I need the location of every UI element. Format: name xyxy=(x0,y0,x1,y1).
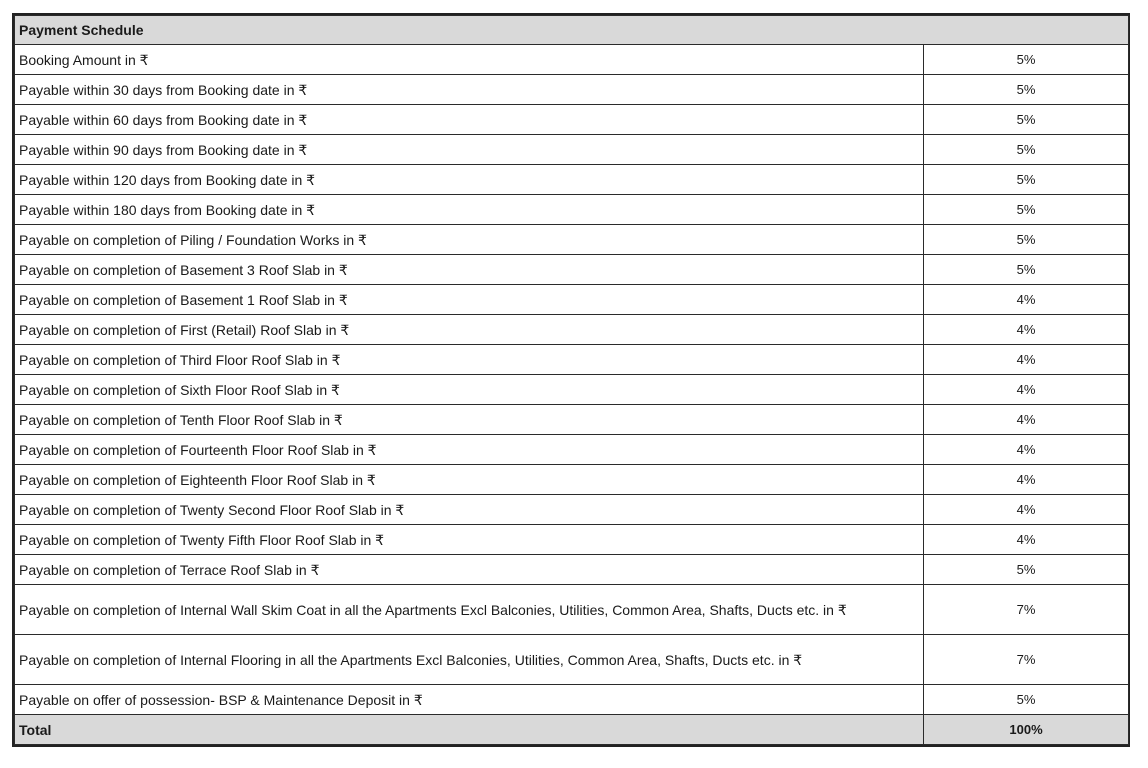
table-row xyxy=(15,525,1129,555)
table-row xyxy=(15,555,1129,585)
row-label: Payable on completion of Basement 3 Roof Slab in ₹ xyxy=(15,255,924,285)
total-label: Total xyxy=(15,715,924,745)
row-percentage: 7% xyxy=(924,635,1129,685)
row-percentage: 5% xyxy=(924,45,1129,75)
row-percentage: 5% xyxy=(924,555,1129,585)
table-header-row xyxy=(15,16,1129,45)
row-percentage: 4% xyxy=(924,495,1129,525)
row-label: Payable within 30 days from Booking date in ₹ xyxy=(15,75,924,105)
table-row xyxy=(15,405,1129,435)
table-row xyxy=(15,685,1129,715)
table-title: Payment Schedule xyxy=(15,16,1129,45)
payment-schedule-table xyxy=(12,13,1130,747)
row-percentage: 4% xyxy=(924,435,1129,465)
row-label: Payable within 120 days from Booking date in ₹ xyxy=(15,165,924,195)
table-row xyxy=(15,585,1129,635)
table-row xyxy=(15,105,1129,135)
row-label: Payable on completion of Fourteenth Floor Roof Slab in ₹ xyxy=(15,435,924,465)
table-row xyxy=(15,225,1129,255)
row-percentage: 5% xyxy=(924,165,1129,195)
row-percentage: 4% xyxy=(924,405,1129,435)
row-percentage: 5% xyxy=(924,105,1129,135)
row-label: Payable on completion of First (Retail) Roof Slab in ₹ xyxy=(15,315,924,345)
row-label: Payable on completion of Twenty Fifth Floor Roof Slab in ₹ xyxy=(15,525,924,555)
row-percentage: 4% xyxy=(924,285,1129,315)
row-label: Payable within 180 days from Booking date in ₹ xyxy=(15,195,924,225)
row-label: Payable on completion of Piling / Foundation Works in ₹ xyxy=(15,225,924,255)
row-label: Payable on completion of Eighteenth Floor Roof Slab in ₹ xyxy=(15,465,924,495)
table-row xyxy=(15,465,1129,495)
table-row xyxy=(15,195,1129,225)
schedule-grid xyxy=(14,15,1129,745)
row-label: Payable on completion of Twenty Second Floor Roof Slab in ₹ xyxy=(15,495,924,525)
row-percentage: 5% xyxy=(924,135,1129,165)
table-row xyxy=(15,255,1129,285)
row-percentage: 5% xyxy=(924,225,1129,255)
row-percentage: 5% xyxy=(924,685,1129,715)
table-row xyxy=(15,345,1129,375)
table-row xyxy=(15,285,1129,315)
table-row xyxy=(15,165,1129,195)
row-label: Payable on completion of Internal Wall Skim Coat in all the Apartments Excl Balconies, Utilities, Common Area, Shafts, Ducts etc. in ₹ xyxy=(15,585,924,635)
row-percentage: 4% xyxy=(924,465,1129,495)
row-percentage: 4% xyxy=(924,375,1129,405)
table-row xyxy=(15,435,1129,465)
row-percentage: 5% xyxy=(924,75,1129,105)
table-row xyxy=(15,495,1129,525)
table-row xyxy=(15,315,1129,345)
row-percentage: 4% xyxy=(924,525,1129,555)
table-row xyxy=(15,45,1129,75)
row-label: Payable on completion of Tenth Floor Roof Slab in ₹ xyxy=(15,405,924,435)
row-label: Payable on completion of Terrace Roof Slab in ₹ xyxy=(15,555,924,585)
total-percentage: 100% xyxy=(924,715,1129,745)
row-percentage: 4% xyxy=(924,315,1129,345)
row-label: Payable within 60 days from Booking date in ₹ xyxy=(15,105,924,135)
row-percentage: 5% xyxy=(924,195,1129,225)
row-label: Payable on completion of Third Floor Roof Slab in ₹ xyxy=(15,345,924,375)
row-percentage: 4% xyxy=(924,345,1129,375)
table-row xyxy=(15,135,1129,165)
row-label: Payable on completion of Basement 1 Roof Slab in ₹ xyxy=(15,285,924,315)
row-label: Payable on completion of Sixth Floor Roof Slab in ₹ xyxy=(15,375,924,405)
table-row xyxy=(15,375,1129,405)
table-row xyxy=(15,75,1129,105)
table-row xyxy=(15,635,1129,685)
row-percentage: 5% xyxy=(924,255,1129,285)
row-label: Payable on offer of possession- BSP & Maintenance Deposit in ₹ xyxy=(15,685,924,715)
total-row xyxy=(15,715,1129,745)
row-label: Payable within 90 days from Booking date in ₹ xyxy=(15,135,924,165)
row-label: Payable on completion of Internal Flooring in all the Apartments Excl Balconies, Utilities, Common Area, Shafts, Ducts etc. in ₹ xyxy=(15,635,924,685)
schedule-body xyxy=(15,16,1129,745)
row-percentage: 7% xyxy=(924,585,1129,635)
row-label: Booking Amount in ₹ xyxy=(15,45,924,75)
